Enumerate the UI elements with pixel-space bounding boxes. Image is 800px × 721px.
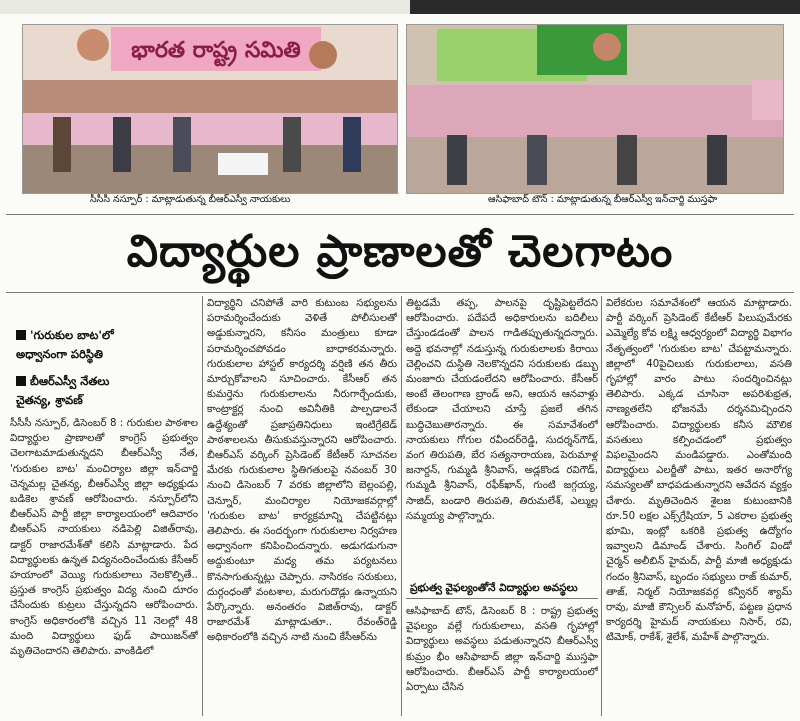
photo-right-caption: ఆసిఫాబాద్ టౌన్ : మాట్లాడుతున్న బీఆర్ఎస్వీ ఇన్‌చార్జి ముస్తఫా: [488, 194, 718, 205]
highlight-2-text: బీఆర్ఎస్వీ నేతలు చైతన్య, శ్రావణ్: [16, 374, 110, 407]
bullet-mark: [16, 376, 26, 386]
headline-rule-top: [6, 214, 794, 215]
photo-left-caption: సీసీసీ నస్పూర్ : మాట్లాడుతున్న బీఆర్ఎస్వీ నాయకులు: [90, 194, 291, 205]
headline-rule-bottom: [6, 292, 794, 293]
article-column-1: [10, 416, 198, 716]
subhead-rule: [406, 598, 598, 599]
top-strip-dark: [410, 0, 800, 14]
column-1-text: సీసీసీ నస్పూర్, డిసెంబర్ 8 : గురుకుల పాఠశాల విద్యార్థుల ప్రాణాలతో కాంగ్రెస్ ప్రభుత్వం చెలగాటమాడుతున్నదని బీఆర్ఎస్వీ నేత, 'గురుకుల బాట' మంచిర్యాల జిల్లా ఇన్‌చార్జి చెన్నమల్ల చైతన్య, బీఆర్ఎస్వీ జిల్లా అధ్యక్షుడు బడికెల శ్రావణ్ ఆరోపించారు. నస్పూర్‌లోని బీఆర్ఎస్ పార్టీ జిల్లా కార్యాలయంలో ఆదివారం బీఆర్ఎస్ నాయకులు నడిపెల్లి విజిత్‌రావు, డాక్టర్ రాజారమేశ్‌తో కలిసి మాట్లాడారు. పేద విద్యార్థులకు ఉన్నత విద్యనందించేందుకు కేసీఆర్ హయాంలో వెయ్యి గురుకులాలు నెలకొల్పితే.. ప్రస్తుత కాంగ్రెస్ ప్రభుత్వం విద్య నుంచి దూరం చేసేందుకు కుట్రలు చేస్తున్నదని ఆరోపించారు. కాంగ్రెస్ అధికారంలోకి వచ్చిన 11 నెలల్లో 48 మంది విద్యార్థులు ఫుడ్ పాయిజన్‌తో మృతిచెందారని తెలిపారు. వాంకిడిలో: [10, 418, 198, 658]
column-3-text: తిట్టడమే తప్ప, పాలనపై దృష్టిపెట్టలేదని ఆరోపించారు. పదేపదే అధికారులను బదిలీలు చేస్తుండడంతో పాలన గాడితప్పుతున్నదన్నారు. అద్దె భవనాల్లో నడుస్తున్న గురుకులాలకు కిరాయి చెల్లించని దుస్థితి నెలకొన్నదని సరుకులకు డబ్బు మంజూరు చేయడంలేదని ఆరోపించారు. కేసీఆర్ అంటే తెలంగాణ బ్రాండ్ అని, ఆయన ఆనవాళ్లు లేకుండా చేయాలని చూస్తే ప్రజలే తగిన బుద్ధిచెబుతారన్నారు. ఈ సమావేశంలో నాయకులు గోగుల రవీందర్‌రెడ్డి, సుదర్శన్‌గౌడ్, వంగ తిరుపతి, బేర సత్యనారాయణ, పెరుమాళ్ల జనార్దన్, గుమ్మడి శ్రీనివాస్, అడ్లకొండ రవిగౌడ్, గుమ్మడి శ్రీనివాస్, రఫీక్‌ఖాన్, గుంటి జగ్గయ్య, సాజిద్, బండారి తిరుపతి, తిరుమలేశ్, ఎల్ముల్ల సమ్మయ్య పాల్గొన్నారు.: [406, 298, 598, 522]
column-3-subhead: ప్రభుత్వ వైఫల్యంతోనే విద్యార్థుల అవస్థలు: [410, 582, 578, 594]
top-strip: [0, 0, 800, 14]
article-column-3-bottom: [406, 604, 598, 716]
headline: విద్యార్థుల ప్రాణాలతో చెలగాటం: [126, 226, 674, 277]
column-3-bottom-text: ఆసిఫాబాద్ టౌన్, డిసెంబర్ 8 : రాష్ట్ర ప్రభుత్వ వైఫల్యం వల్లే గురుకులాలు, వసతి గృహాల్లో విద్యార్థులు అవస్థలు పడుతున్నారని బీఆర్ఎస్వీ కుమ్రం భీం ఆసిఫాబాద్ జిల్లా ఇన్‌చార్జి ముస్తఫా ఆరోపించారు. బీఆర్ఎస్ పార్టీ కార్యాలయంలో ఏర్పాటు చేసిన: [406, 606, 598, 694]
article-column-2: [207, 296, 397, 716]
photo-banner-text: భారత రాష్ట్ర సమితి: [131, 38, 301, 63]
column-divider-3: [601, 296, 602, 716]
column-divider-1: [202, 296, 203, 716]
column-4-text: విలేకరుల సమావేశంలో ఆయన మాట్లాడారు. పార్టీ వర్కింగ్ ప్రెసిడెంట్ కేటీఆర్ పిలుపుమేరకు ఎమ్మెల్యే కోవ లక్ష్మి ఆధ్వర్యంలో విద్యార్థి విభాగం నేతృత్వంలో 'గురుకుల బాట' చేపట్టామన్నారు. జిల్లాలో 40పైచిలుకు గురుకులాలు, వసతి గృహాల్లో వారం పాటు సందర్శించినట్లు తెలిపారు. ఎక్కడ చూసినా అపరిశుభ్రత, నాణ్యతలేని భోజనమే దర్శనమిచ్చిందని ఆరోపించారు. విద్యార్థులకు కనీస మౌలిక వసతులు కల్పించడంలో ప్రభుత్వం విఫలమైందని మండిపడ్డారు. ఎంతోమంది విద్యార్థులు ఎలర్జీతో పాటు, ఇతర అనారోగ్య సమస్యలతో బాధపడుతున్నారని ఆవేదన వ్యక్తం చేశారు. మృతిచెందిన శైలజ కుటుంబానికి రూ.50 లక్షల ఎక్స్‌గ్రేషియా, 5 ఎకరాల ప్రభుత్వ భూమి, ఇంట్లో ఒకరికి ప్రభుత్వ ఉద్యోగం ఇవ్వాలని డిమాండ్ చేశారు. సింగిల్ విండో చైర్మన్ అలీబిన్ హైమద్, పార్టీ మాజీ అధ్యక్షుడు గందం శ్రీనివాస్, బృందం సభ్యులు రాజ్ కుమార్, తాజ్, నిర్మల్ నియోజకవర్గ కన్వీనర్ శ్యామ్ రావు, మాజీ కౌన్సిలర్ మనోహర్, పట్టణ ప్రధాన కార్యదర్శి హైమద్ నాయకులు నిసార్, రవి, టిమోక్, రాకేశ్, శైలేశ్, మహేశ్ పాల్గొన్నారు.: [606, 298, 792, 644]
highlight-2: [16, 372, 144, 410]
article-column-3: [406, 296, 598, 568]
column-2-text: విద్యార్థిని చనిపోతే వారి కుటుంబ సభ్యులను పరామర్శించేందుకు వెళితే పోలీసులతో అడ్డుకున్నారని, కనీసం మంత్రులు కూడా పరామర్శించపోవడం బాధాకరమన్నారు. గురుకులాల హాస్టల్ కార్యదర్శి వర్షిణి తన తీరు మార్చుకోవాలని సూచించారు. కేసీఆర్ తన కుమర్తెను గురుకులాలను నీరుగార్చేందుకు, కాంట్రాక్టర్ల నుంచి అవినీతికి పాల్పడాలనే ఉద్దేశ్యంతో ప్రజాప్రతినిధులు ఇంటిగ్రేటెడ్ పాఠశాలలను తీసుకువస్తున్నారని ఆరోపించారు. బీఆర్ఎస్ వర్కింగ్ ప్రెసిడెంట్ కేటీఆర్ సూచనల మేరకు గురుకులాల స్థితిగతులపై నవంబర్ 30 నుంచి డిసెంబర్ 7 వరకు జిల్లాలోని బెల్లంపల్లి, చెన్నూర్, మంచిర్యాల నియోజకవర్గాల్లో 'గురుకుల బాట' కార్యక్రమాన్ని చేపట్టినట్లు తెలిపారు. ఈ సందర్భంగా గురుకులాల నిర్వహణ అధ్వానంగా కనిపించిందన్నారు. అడుగడుగునా అద్దుకుంటూ మధ్య తమ పర్యటనలు కొనసాగుతున్నట్లు చెప్పారు. నాసిరకం సరుకులు, దుర్గంధంతో వంటశాల, మరుగుదొడ్లు ఉన్నాయని పేర్కొన్నారు. అనంతరం విజిత్‌రావు, డాక్టర్ రాజారమేశ్ మాట్లాడుతూ.. రేవంత్‌రెడ్డి అధికారంలోకి వచ్చిన నాటి నుంచి కేసీఆర్‌ను: [207, 298, 397, 644]
article-column-4: [606, 296, 792, 716]
bullet-mark: [16, 330, 26, 340]
highlight-1: [16, 326, 144, 364]
column-divider-2: [401, 296, 402, 716]
highlight-1-text: 'గురుకుల బాట'లో అధ్వానంగా పరిస్థితి: [16, 328, 114, 361]
photo-left: [22, 24, 398, 194]
photo-right-scene: [407, 25, 783, 193]
photo-left-scene: [23, 25, 397, 193]
photo-right: [406, 24, 784, 194]
